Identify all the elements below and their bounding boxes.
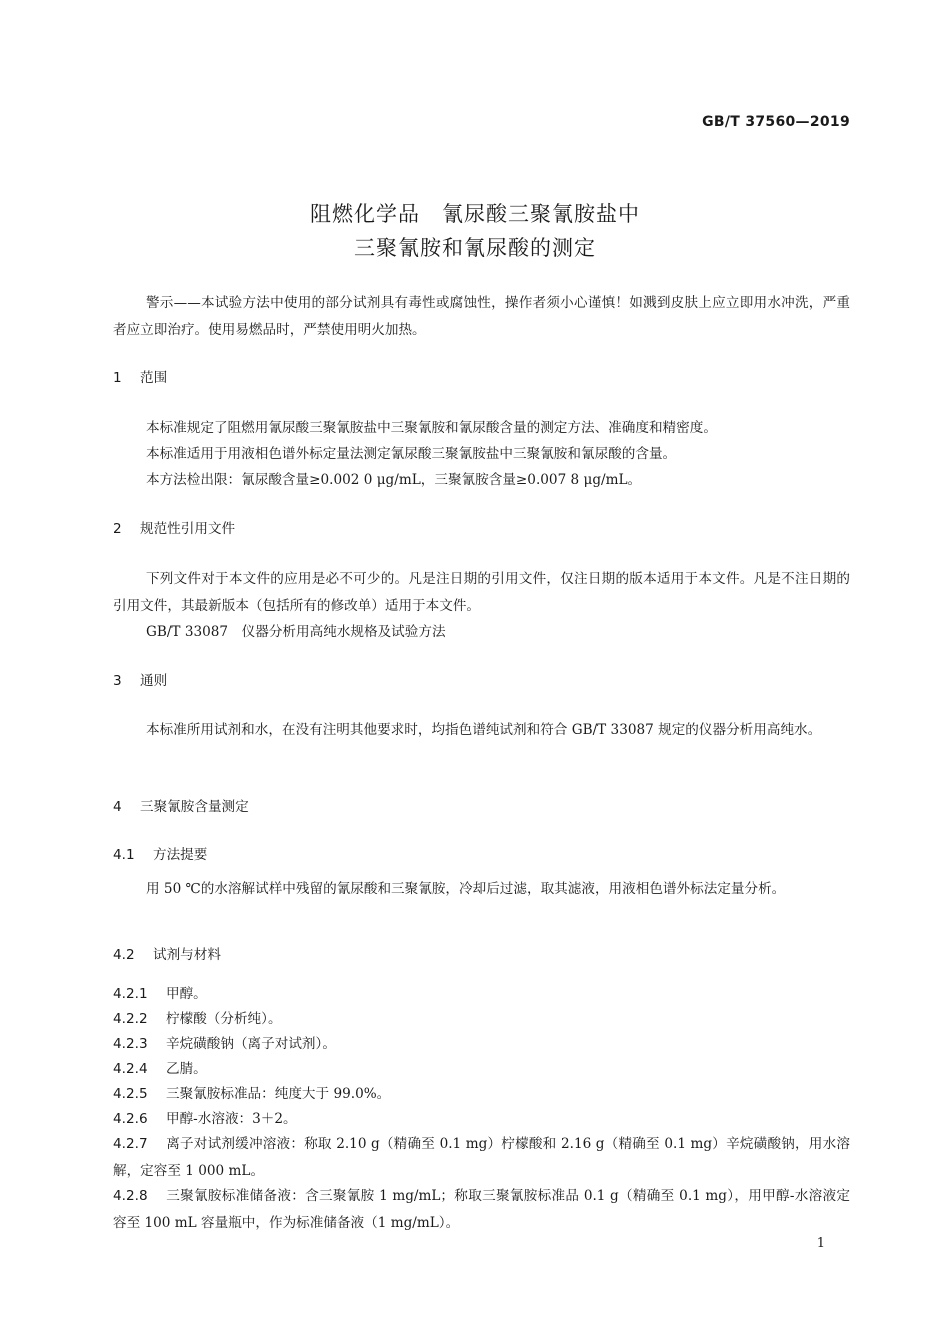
item-text: 三聚氰胺标准储备液：含三聚氰胺 1 mg/mL；称取三聚氰胺标准品 0.1 g（精确至 0.1 mg），用甲醇-水溶液定容至 100 mL 容量瓶中，作为标准储备液（1 mg/mL）。	[113, 1188, 850, 1231]
section-title: 范围	[140, 370, 168, 386]
normative-references-paragraph: 下列文件对于本文件的应用是必不可少的。凡是注日期的引用文件，仅注日期的版本适用于本文件。凡是不注日期的引用文件，其最新版本（包括所有的修改单）适用于本文件。	[113, 571, 850, 614]
item-number: 4.2.6	[113, 1111, 148, 1127]
item-text: 柠檬酸（分析纯）。	[166, 1011, 282, 1027]
scope-line-3: 本方法检出限：氰尿酸含量≥0.002 0 μg/mL，三聚氰胺含量≥0.007 8 μg/mL。	[146, 472, 642, 488]
item-number: 4.2.4	[113, 1061, 148, 1077]
section-number: 4.1	[113, 847, 135, 863]
section-title: 规范性引用文件	[140, 521, 236, 537]
document-title-line-2: 三聚氰胺和氰尿酸的测定	[354, 236, 596, 260]
scope-line-1: 本标准规定了阻燃用氰尿酸三聚氰胺盐中三聚氰胺和氰尿酸含量的测定方法、准确度和精密度。	[146, 420, 717, 436]
item-number: 4.2.3	[113, 1036, 148, 1052]
warning-paragraph: 警示——本试验方法中使用的部分试剂具有毒性或腐蚀性，操作者须小心谨慎！如溅到皮肤上应立即用水冲洗，严重者应立即治疗。使用易燃品时，严禁使用明火加热。	[113, 295, 850, 338]
section-title: 三聚氰胺含量测定	[140, 799, 249, 815]
section-1-heading	[113, 368, 167, 388]
section-number: 2	[113, 521, 122, 537]
item-text: 乙腈。	[166, 1061, 207, 1077]
section-2-heading	[113, 519, 235, 539]
reagent-item	[113, 1183, 850, 1237]
item-text: 甲醇-水溶液：3＋2。	[166, 1111, 297, 1127]
section-number: 3	[113, 673, 122, 689]
section-title: 通则	[140, 673, 168, 689]
item-text: 辛烷磺酸钠（离子对试剂）。	[166, 1036, 336, 1052]
reagent-item	[113, 1031, 850, 1058]
method-summary-paragraph: 用 50 ℃的水溶解试样中残留的氰尿酸和三聚氰胺，冷却后过滤，取其滤液，用液相色谱外标法定量分析。	[146, 881, 786, 897]
item-number: 4.2.8	[113, 1188, 148, 1204]
scope-line-2: 本标准适用于用液相色谱外标定量法测定氰尿酸三聚氰胺盐中三聚氰胺和氰尿酸的含量。	[146, 446, 677, 462]
item-number: 4.2.1	[113, 986, 148, 1002]
standard-number: GB/T 37560—2019	[702, 114, 850, 130]
reagent-item	[113, 1131, 850, 1185]
section-title: 试剂与材料	[153, 947, 221, 963]
page-number: 1	[816, 1236, 825, 1251]
section-4-1-heading	[113, 845, 207, 865]
document-title-line-1: 阻燃化学品 氰尿酸三聚氰胺盐中	[310, 202, 640, 226]
item-text: 离子对试剂缓冲溶液：称取 2.10 g（精确至 0.1 mg）柠檬酸和 2.16 g（精确至 0.1 mg）辛烷磺酸钠，用水溶解，定容至 1 000 mL。	[113, 1136, 850, 1179]
normative-reference-item: GB/T 33087 仪器分析用高纯水规格及试验方法	[146, 624, 446, 640]
section-title: 方法提要	[153, 847, 208, 863]
item-number: 4.2.7	[113, 1136, 148, 1152]
item-number: 4.2.2	[113, 1011, 148, 1027]
reagent-item	[113, 1106, 850, 1133]
section-number: 1	[113, 370, 122, 386]
item-text: 三聚氰胺标准品：纯度大于 99.0%。	[166, 1086, 391, 1102]
general-paragraph: 本标准所用试剂和水，在没有注明其他要求时，均指色谱纯试剂和符合 GB/T 33087 规定的仪器分析用高纯水。	[146, 722, 822, 738]
item-text: 甲醇。	[166, 986, 207, 1002]
reagent-item	[113, 1081, 850, 1108]
section-4-2-heading	[113, 945, 221, 965]
reagent-item	[113, 1056, 850, 1083]
section-4-heading	[113, 797, 249, 817]
section-number: 4.2	[113, 947, 135, 963]
item-number: 4.2.5	[113, 1086, 148, 1102]
section-3-heading	[113, 671, 167, 691]
section-number: 4	[113, 799, 122, 815]
reagent-item	[113, 1006, 850, 1033]
reagent-item	[113, 981, 850, 1008]
